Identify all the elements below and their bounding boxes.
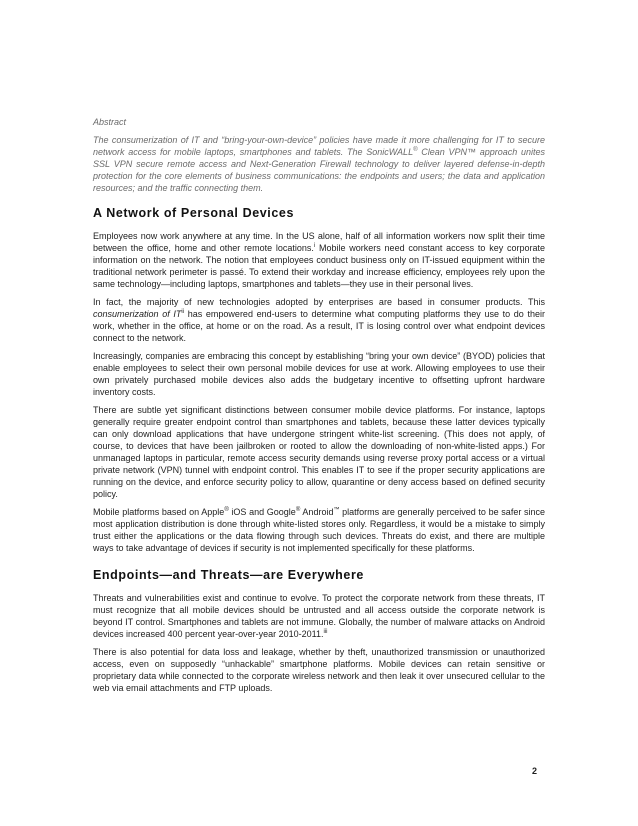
text-run: Android <box>300 507 334 517</box>
paragraph: There are subtle yet significant distinctions between consumer mobile device platforms. For instance, laptops generally require greater endpoint control than smartphones and tablets, because these latter devices typically can only download applications that have undergone stringent white-list screening. (This does not apply, of course, to devices that have been jailbroken or rooted to allow the downloading of non-white-listed apps.) For unmanaged laptops in particular, remote access security demands using reverse proxy portal access or a virtual private network (VPN) tunnel with endpoint control. This enables IT to see if the proper security applications are running on the device, and enforce security policy to allow, quarantine or deny access based on defined security policy. <box>93 405 545 499</box>
emphasis-text: consumerization of IT <box>93 309 182 319</box>
trademark-mark: ™ <box>333 507 340 513</box>
abstract-text-part: The consumerization of IT and “bring-your-own-device” policies have made it more challenging for IT to secure network access for mobile laptops, smartphones and tablets. The SonicWALL <box>93 135 545 157</box>
paragraph <box>93 296 545 344</box>
registered-mark: ® <box>295 507 301 513</box>
text-run: Threats and vulnerabilities exist and continue to evolve. To protect the corporate network from these threats, IT must recognize that all mobile devices should be untrusted and all access outside the corporate network is beyond IT control. Smartphones and tablets are not immune. Globally, the number of malware attacks on Android devices increased 400 percent year-over-year 2010-2011. <box>93 593 545 639</box>
footnote-ref: i <box>313 243 316 249</box>
text-run: Mobile workers need constant access to key corporate information on the network. The notion that employees conduct business only on IT-issued equipment within the traditional network perimeter is passé. To extend their workday and increase efficiency, employees rely upon the same technology—including laptops, smartphones and tablets—they use in their personal lives. <box>93 243 546 289</box>
page-content <box>93 116 545 700</box>
paragraph <box>93 230 545 290</box>
text-run: platforms are generally perceived to be safer since most application distribution is done through white-listed stores only. Regardless, it would be a mistake to simply trust either the applications or the data flowing through such devices. Threats do exist, and there are multiple ways to take advantage of devices if security is not implemented specifically for these platforms. <box>93 507 546 553</box>
paragraph <box>93 506 545 554</box>
paragraph: Increasingly, companies are embracing this concept by establishing “bring your own device” (BYOD) policies that enable employees to select their own personal mobile devices for use at work. Allowing employees to use their own privately purchased mobile devices also adds the budgetary incentive to offsetting upfront hardware inventory costs. <box>93 351 545 397</box>
registered-mark: ® <box>224 507 229 513</box>
footnote-ref: iii <box>323 629 328 635</box>
paragraph <box>93 592 545 640</box>
footnote-ref: ii <box>181 309 185 315</box>
text-run: iOS and Google <box>228 507 296 517</box>
text-run: In fact, the majority of new technologies adopted by enterprises are based in consumer products. This <box>93 297 545 307</box>
paragraph: There is also potential for data loss and leakage, whether by theft, unauthorized transmission or unauthorized access, even on supposedly “unhackable” smartphone platforms. Mobile devices can retain sensitive or proprietary data while connected to the corporate wireless network and then leak it over unsecured cellular to the web via email attachments and FTP uploads. <box>93 647 545 693</box>
registered-mark: ® <box>413 147 418 153</box>
text-run: Employees now work anywhere at any time. In the US alone, half of all information workers now split their time between the office, home and other remote locations. <box>93 231 545 253</box>
abstract-text-part: Clean VPN™ approach unites SSL VPN secure remote access and Next-Generation Firewall technology to deliver layered defense-in-depth protection for the core elements of business communications: the endpoints and users; the data and application resources; and the traffic connecting them. <box>93 147 545 193</box>
section-heading-endpoints-threats: Endpoints—and Threats—are Everywhere <box>93 568 364 582</box>
text-run: has empowered end-users to determine what computing platforms they use to do their work, whether in the office, at home or on the road. As a result, IT is losing control over what endpoint devices connect to the network. <box>93 309 545 343</box>
section-heading-personal-devices: A Network of Personal Devices <box>93 206 295 220</box>
page-number: 2 <box>532 766 538 776</box>
abstract-label: Abstract <box>93 117 127 127</box>
text-run: Mobile platforms based on Apple <box>93 507 225 517</box>
abstract-text <box>93 134 545 194</box>
